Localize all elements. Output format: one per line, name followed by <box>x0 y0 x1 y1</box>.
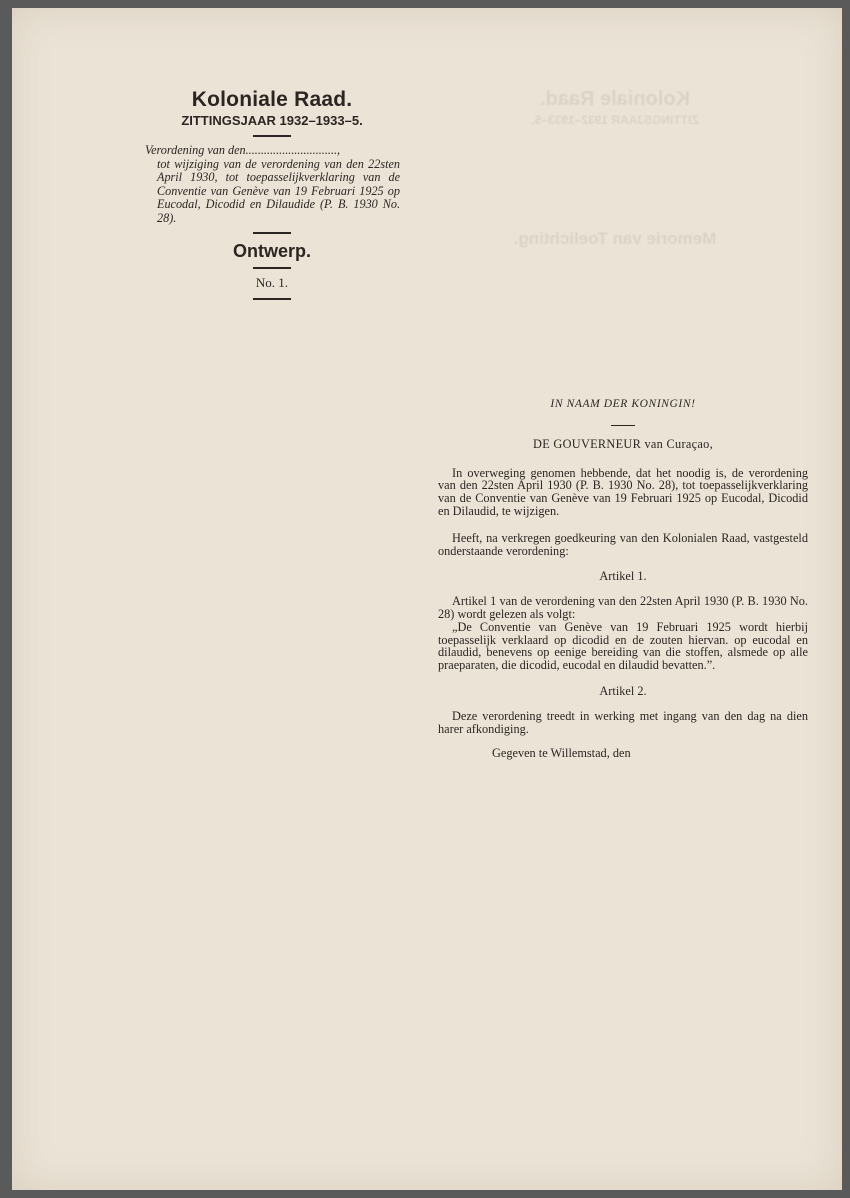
subject-body: tot wijziging van de verordening van den 22sten April 1930, tot toepasselijkverklaring van de Conventie van Genève van 19 Februari 1925 op Eucodal, Dicodid en Dilaudide (P. B. 1930 No. 28). <box>157 156 400 225</box>
enactment-paragraph: Heeft, na verkregen goedkeuring van den Kolonialen Raad, vastgesteld onderstaande verordening: <box>438 530 808 558</box>
ordinance-subject <box>144 144 400 225</box>
article-2-text: Deze verordening treedt in werking met ingang van den dag na dien harer afkondiging. <box>438 708 808 736</box>
session-year: ZITTINGSJAAR 1932–1933–5. <box>181 113 363 128</box>
governor-line: DE GOUVERNEUR van Curaçao, <box>533 436 713 451</box>
article-1-heading: Artikel 1. <box>599 569 647 584</box>
draft-label: Ontwerp. <box>232 241 311 261</box>
document-number: No. 1. <box>255 275 289 290</box>
divider <box>611 425 635 426</box>
article-1-quote: „De Conventie van Genève van 19 Februari 1925 wordt hierbij toepasselijk verklaard op dicodid en de zouten hiervan. op eucodal en dilaudid, benevens op eenige bereiding van die stoffen, alsmede op alle praeparaten, die dicodid, eucodal en dilaudid bevatten.”. <box>438 619 808 673</box>
article-2-heading: Artikel 2. <box>599 683 647 698</box>
royal-heading: IN NAAM DER KONINGIN! <box>550 398 696 410</box>
divider <box>253 135 291 137</box>
article-1-text: Artikel 1 van de verordening van den 22sten April 1930 (P. B. 1930 No. 28) wordt gelezen als volgt: <box>438 594 808 621</box>
subject-line-1: Verordening van den.............................., <box>145 143 341 157</box>
preamble-paragraph: In overweging genomen hebbende, dat het noodig is, de verordening van den 22sten April 1930 (P. B. 1930 No. 28), tot toepasselijkverklaring van de Conventie van Genève van 19 Februari 1925 op Eucodal, Dicodid en Dilaudid, te wijzigen. <box>438 465 808 518</box>
document-page <box>12 8 842 1190</box>
bleed-text-council: Koloniale Raad. <box>539 88 691 110</box>
ordinance-text <box>438 398 808 760</box>
divider <box>253 298 291 300</box>
reverse-side-bleed-through <box>480 88 750 278</box>
bleed-text-session: ZITTINGSJAAR 1932–1933–5. <box>531 113 699 127</box>
council-title: Koloniale Raad. <box>191 88 353 111</box>
header-block <box>144 88 400 307</box>
divider <box>253 232 291 234</box>
bleed-text-memorie: Memorie van Toelichting. <box>513 229 717 248</box>
divider <box>253 267 291 269</box>
given-at-line: Gegeven te Willemstad, den <box>492 746 631 761</box>
